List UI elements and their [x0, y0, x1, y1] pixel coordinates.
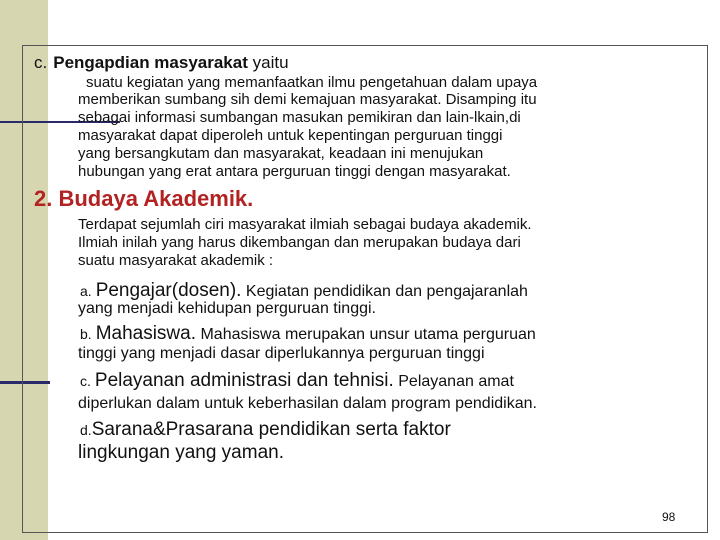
- list-item-head: Mahasiswa.: [95, 323, 197, 344]
- item-c-heading: [34, 54, 289, 71]
- list-item-text: Mahasiswa merupakan unsur utama perguruan: [200, 326, 536, 343]
- list-item-cont: lingkungan yang yaman.: [78, 442, 284, 463]
- list-marker: c.: [80, 373, 91, 389]
- list-item-head: Sarana&Prasarana pendidikan serta faktor: [91, 419, 451, 440]
- intro-line: suatu masyarakat akademik :: [78, 252, 274, 269]
- item-c-line: hubungan yang erat antara perguruan tinggi dengan masyarakat.: [78, 163, 511, 180]
- list-marker: d.: [80, 422, 92, 438]
- list-item-text: Kegiatan pendidikan dan pengajaranlah: [245, 283, 528, 300]
- section-heading: 2. Budaya Akademik.: [34, 186, 254, 211]
- list-marker: b.: [80, 326, 92, 342]
- list-item-cont: yang menjadi kehidupan perguruan tinggi.: [78, 300, 376, 317]
- list-item-a: [80, 281, 528, 300]
- intro-line: Ilmiah inilah yang harus dikembangan dan merupakan budaya dari: [78, 234, 521, 251]
- item-c-line: yang bersangkutam dan masyarakat, keadaan ini menujukan: [78, 145, 484, 162]
- item-c-line: sebagai informasi sumbangan masukan pemikiran dan lain-lkain,di: [78, 109, 521, 126]
- list-marker: a.: [80, 283, 92, 299]
- item-c-line: suatu kegiatan yang memanfaatkan ilmu pengetahuan dalam upaya: [86, 74, 538, 91]
- item-c-title: Pengapdian masyarakat: [53, 53, 248, 72]
- list-item-b: [80, 324, 536, 343]
- list-item-c: [80, 371, 514, 390]
- list-item-cont: tinggi yang menjadi dasar diperlukannya perguruan tinggi: [78, 345, 485, 362]
- list-item-head: Pelayanan administrasi dan tehnisi.: [94, 370, 394, 391]
- item-c-marker: c.: [34, 53, 48, 72]
- intro-line: Terdapat sejumlah ciri masyarakat ilmiah sebagai budaya akademik.: [78, 216, 532, 233]
- list-item-text: Pelayanan amat: [398, 373, 514, 390]
- list-item-cont: diperlukan dalam untuk keberhasilan dalam program pendidikan.: [78, 395, 537, 412]
- list-item-head: Pengajar(dosen).: [95, 280, 242, 301]
- item-c-suffix: yaitu: [252, 53, 289, 72]
- page-number: 98: [662, 510, 676, 524]
- list-item-d: [80, 420, 451, 439]
- item-c-line: memberikan sumbang sih demi kemajuan masyarakat. Disamping itu: [78, 91, 537, 108]
- item-c-line: masyarakat dapat diperoleh untuk kepentingan perguruan tinggi: [78, 127, 503, 144]
